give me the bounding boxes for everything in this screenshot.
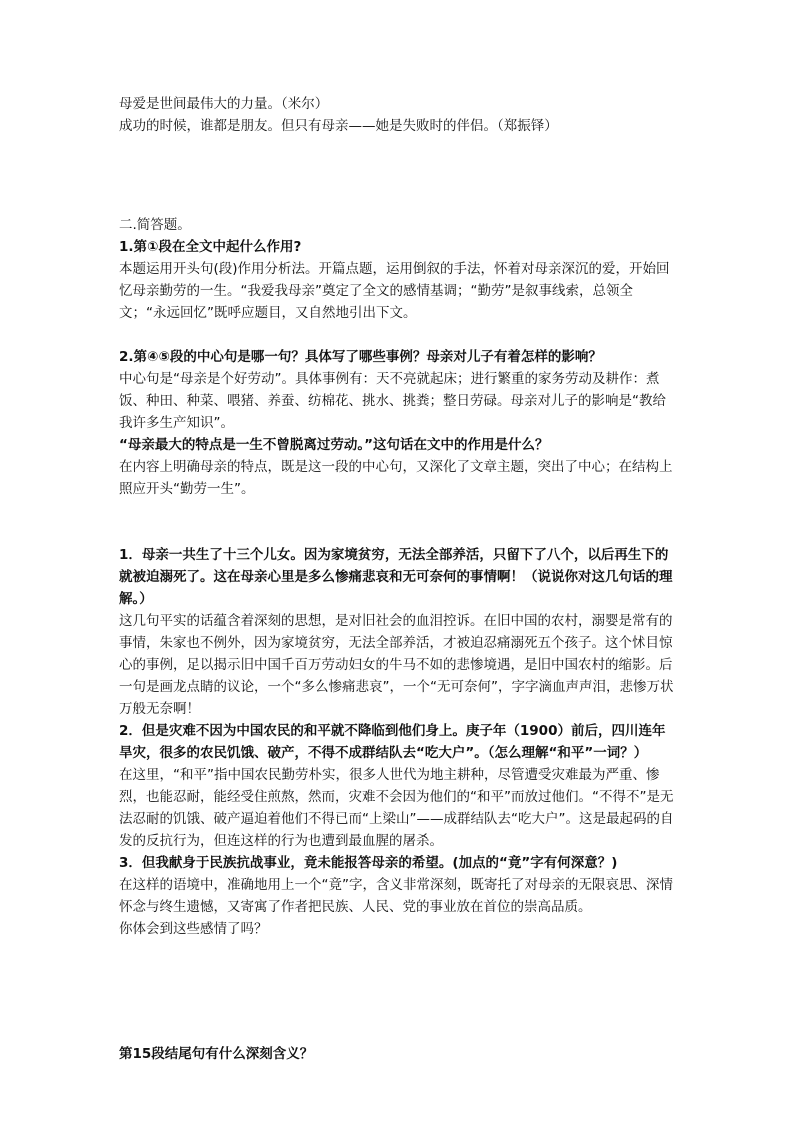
answer-5: 在这里，“和平”指中国农民勤劳朴实，很多人世代为地主耕种，尽管遭受灾难最为严重、惨烈，也能忍耐，能经受住煎熬，然而，灾难不会因为他们的“和平”而放过他们。“不得不”是无法忍耐的饥饿、破产逼迫着他们不得已而“上梁山”——成群结队去“吃大户”。这是最起码的自发的反抗行为，但连这样的行为也遭到最血腥的屠杀。 [119, 767, 674, 849]
answer-3: 在内容上明确母亲的特点，既是这一段的中心句，又深化了文章主题，突出了中心；在结构上照应开头“勤劳一生”。 [119, 459, 673, 497]
question-1: 1.第①段在全文中起什么作用? [119, 239, 302, 255]
section-title: 二.简答题。 [119, 217, 191, 233]
question-5: 2．但是灾难不因为中国农民的和平就不降临到他们身上。庚子年（1900）前后，四川连年旱灾，很多的农民饥饿、破产，不得不成群结队去“吃大户”。（怎么理解“和平”一词？） [119, 723, 666, 761]
quote-line: 成功的时候，谁都是朋友。但只有母亲——她是失败时的伴侣。（郑振铎） [119, 118, 558, 134]
answer-2: 中心句是“母亲是个好劳动”。具体事例有：天不亮就起床；进行繁重的家务劳动及耕作：煮饭、种田、种菜、喂猪、养蚕、纺棉花、挑水、挑粪；整日劳碌。母亲对儿子的影响是“教给我许多生产知识”。 [119, 371, 666, 431]
answer-6: 在这样的语境中，准确地用上一个“竟”字，含义非常深刻，既寄托了对母亲的无限哀思、深情怀念与终生遗憾，又寄寓了作者把民族、人民、党的事业放在首位的崇高品质。 [119, 877, 673, 915]
quote-line: 母爱是世间最伟大的力量。（米尔） [119, 96, 329, 112]
answer-4: 这几句平实的话蕴含着深刻的思想，是对旧社会的血泪控诉。在旧中国的农村，溺婴是常有的事情，朱家也不例外，因为家境贫穷，无法全部养活，才被迫忍痛溺死五个孩子。这个怵目惊心的事例，足以揭示旧中国千百万劳动妇女的牛马不如的悲惨境遇，是旧中国农村的缩影。后一句是画龙点睛的议论，一个“多么惨痛悲哀”，一个“无可奈何”，字字滴血声声泪，悲惨万状万般无奈啊！ [119, 613, 674, 717]
followup-prompt: 你体会到这些感情了吗？ [119, 921, 268, 937]
question-2: 2.第④⑤段的中心句是哪一句？具体写了哪些事例？母亲对儿子有着怎样的影响？ [119, 349, 602, 365]
question-4: 1．母亲一共生了十三个儿女。因为家境贫穷，无法全部养活，只留下了八个，以后再生下的就被迫溺死了。这在母亲心里是多么惨痛悲哀和无可奈何的事情啊！（说说你对这几句话的理解。） [119, 547, 673, 607]
answer-1: 本题运用开头句(段)作用分析法。开篇点题，运用倒叙的手法，怀着对母亲深沉的爱，开始回忆母亲勤劳的一生。“我爱我母亲”奠定了全文的感情基调；“勤劳”是叙事线索，总领全文；“永远回忆”既呼应题目，又自然地引出下文。 [119, 261, 670, 321]
document-body [119, 93, 675, 1065]
question-6: 3．但我献身于民族抗战事业，竟未能报答母亲的希望。(加点的“竟”字有何深意？) [119, 855, 618, 871]
question-7: 第15段结尾句有什么深刻含义？ [119, 1046, 314, 1062]
question-3: “母亲最大的特点是一生不曾脱离过劳动。”这句话在文中的作用是什么？ [119, 437, 549, 453]
